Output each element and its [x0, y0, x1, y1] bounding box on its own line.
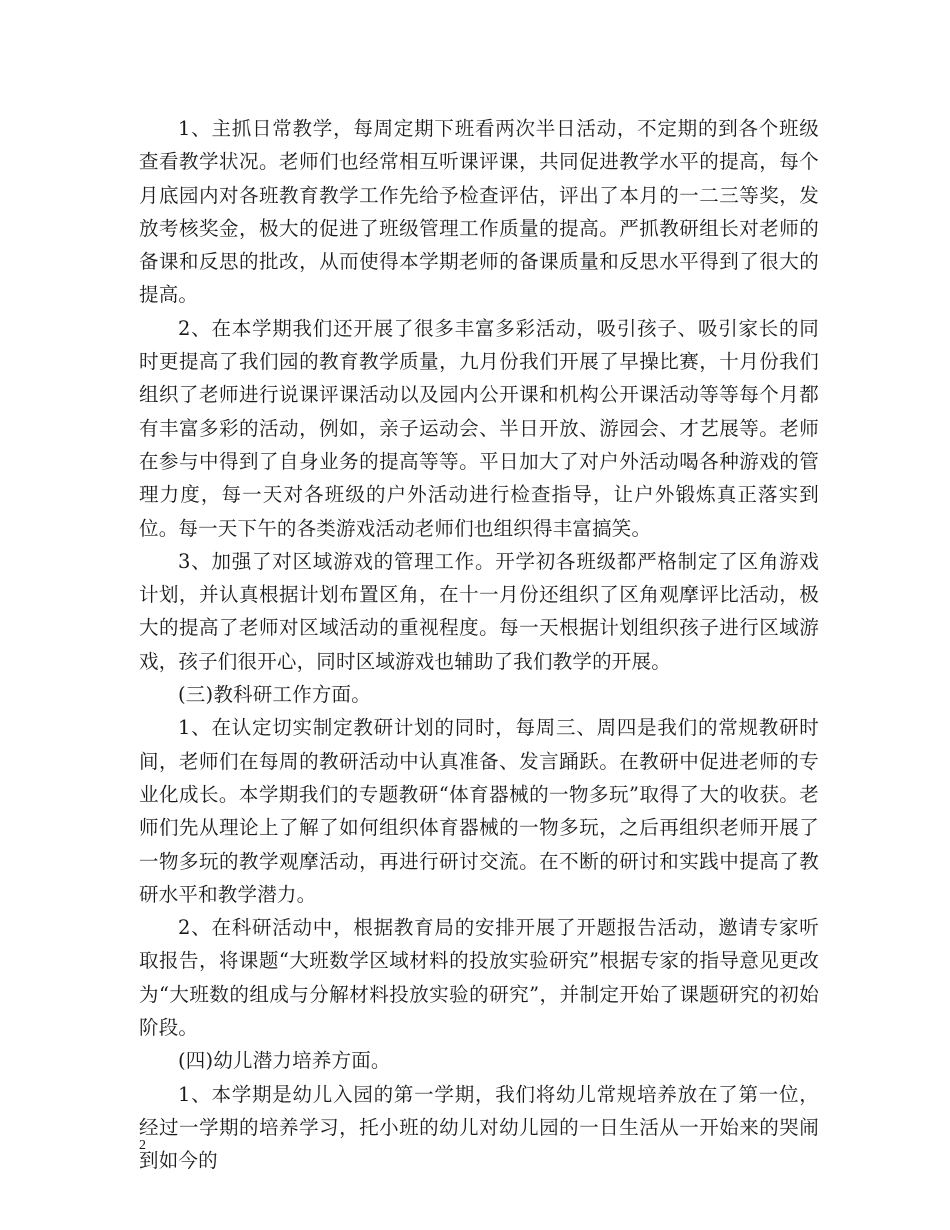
paragraph-routine-training: 1、本学期是幼儿入园的第一学期，我们将幼儿常规培养放在了第一位，经过一学期的培养学习，托小班的幼儿对幼儿园的一日生活从一开始来的哭闹到如今的 — [139, 1082, 819, 1173]
page-number: 2 — [139, 1138, 146, 1153]
section-heading-child-potential: (四)幼儿潜力培养方面。 — [178, 1049, 391, 1073]
paragraph-area-games: 3、加强了对区域游戏的管理工作。开学初各班级都严格制定了区角游戏计划，并认真根据计划布置区角，在十一月份还组织了区角观摩评比活动，极大的提高了老师对区域活动的重视程度。每一天根据计划组织孩子进行区域游戏，孩子们很开心，同时区域游戏也辅助了我们教学的开展。 — [139, 549, 819, 673]
document-body — [139, 112, 819, 1178]
section-heading-research: (三)教科研工作方面。 — [178, 683, 371, 707]
paragraph-daily-teaching: 1、主抓日常教学，每周定期下班看两次半日活动，不定期的到各个班级查看教学状况。老师们也经常相互听课评课，共同促进教学水平的提高，每个月底园内对各班教育教学工作先给予检查评估，评出了本月的一二三等奖，发放考核奖金，极大的促进了班级管理工作质量的提高。严抓教研组长对老师的备课和反思的批改，从而使得本学期老师的备课质量和反思水平得到了很大的提高。 — [139, 117, 819, 307]
paragraph-scientific-research: 2、在科研活动中，根据教育局的安排开展了开题报告活动，邀请专家听取报告，将课题“大班数学区域材料的投放实验研究”根据专家的指导意见更改为“大班数的组成与分解材料投放实验的研究”，并制定开始了课题研究的初始阶段。 — [139, 916, 819, 1040]
paragraph-activities: 2、在本学期我们还开展了很多丰富多彩活动，吸引孩子、吸引家长的同时更提高了我们园的教育教学质量，九月份我们开展了早操比赛，十月份我们组织了老师进行说课评课活动以及园内公开课和机构公开课活动等等每个月都有丰富多彩的活动，例如，亲子运动会、半日开放、游园会、才艺展等。老师在参与中得到了自身业务的提高等等。平日加大了对户外活动喝各种游戏的管理力度，每一天对各班级的户外活动进行检查指导，让户外锻炼真正落实到位。每一天下午的各类游戏活动老师们也组织得丰富搞笑。 — [139, 316, 819, 540]
paragraph-teaching-research: 1、在认定切实制定教研计划的同时，每周三、周四是我们的常规教研时间，老师们在每周的教研活动中认真准备、发言踊跃。在教研中促进老师的专业化成长。本学期我们的专题教研“体育器械的一物多玩”取得了大的收获。老师们先从理论上了解了如何组织体育器械的一物多玩，之后再组织老师开展了一物多玩的教学观摩活动，再进行研讨交流。在不断的研讨和实践中提高了教研水平和教学潜力。 — [139, 716, 819, 906]
